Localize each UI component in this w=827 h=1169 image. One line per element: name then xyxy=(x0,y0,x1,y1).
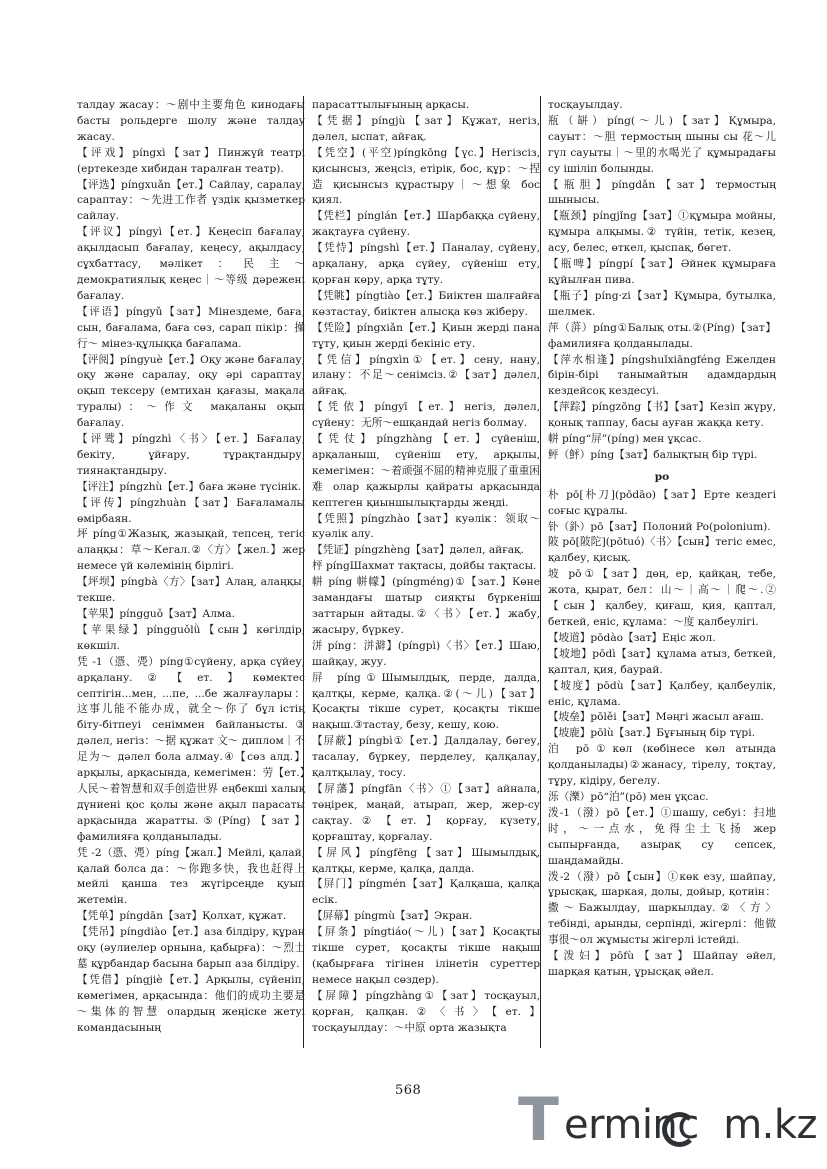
dictionary-entry: 鲆（鮃）píng【зат】балықтың бір түрі. xyxy=(548,448,758,461)
dictionary-entry: 【凭据】píngjù【зат】Құжат, негіз, дәлел, ыспат, айғақ. xyxy=(312,114,540,143)
dictionary-entry: 【凭借】píngjiè【ет.】Арқылы, сүйеніп, көмегімен, арқасында：他们的成功主要是～集体的智慧 олардың жеңіске жетуі командасының xyxy=(77,973,305,1034)
dictionary-entry: 【凭单】píngdān【зат】Қолхат, құжат. xyxy=(77,910,287,923)
dictionary-entry: 【凭照】píngzhào【зат】куәлік：领取～куәлік алу. xyxy=(312,512,540,541)
dictionary-entry: 【屏条】píngtiáo(～儿)【зат】Қосақты тікше сурет, қосақты тікше нақыш (қабырғаға тігінен ілінетін суреттер немесе нақыл сөздер). xyxy=(312,926,540,986)
dictionary-entry: 朴 pō[朴刀](pōdāo)【зат】Ерте кездегі соғыс құралы. xyxy=(548,488,776,517)
dictionary-entry: 【评戏】píngxì【зат】Пинжүй театрі (ертекезде хибидан таралған театр). xyxy=(77,146,305,175)
dictionary-entry: 【凭信】píngxìn①【ет.】сену, нану, илану：不足～сенімсіз.②【зат】дәлел, айғақ. xyxy=(312,353,540,398)
column-divider xyxy=(540,96,541,1048)
dictionary-entry: 【凭险】píngxiǎn【ет.】Қиын жерді пана тұту, қиын жерді бекініс ету. xyxy=(312,321,540,350)
dictionary-entry: 【坪坝】píngbà〈方〉【зат】Алаң, алаңқы, текше. xyxy=(77,576,305,605)
logo-wordmark: erminc m.kz xyxy=(564,1102,818,1148)
dictionary-entry: 凭 -1（憑、凴）píng①сүйену, арқа сүйеу, арқалану.②【ет.】көмектес септігін...мен, ...пе, ...бе жалғаулары：这事儿能不能办成，就全～你了 бұл істің біту-бітпеуі сеніммен байланысты.③ дәлел, негіз：～据 құжат 文～ диплом｜不足为～ дәлел бола алмау.④【сөз алд.】арқылы, арқасында, кемегімен：劳【ет.】人民～着智慧和双手创造世界 еңбекші халық дүниені қос қолы және ақыл парасаты арқасында жаратты.⑤(Píng)【зат】фамилияға қолданылады. xyxy=(77,655,305,843)
dictionary-entry: 【凭眺】píngtiào【ет.】Биіктен шалғайға көзтастау, биіктен алысқа көз жіберу. xyxy=(312,289,540,318)
column-divider xyxy=(303,96,304,1048)
dictionary-entry: 【屏门】píngmén【зат】Қалқаша, қалқа есік. xyxy=(312,878,540,907)
dictionary-entry: 【萍水相逢】píngshuǐxiāngféng Ежелден бірін-бірі танымайтын адамдардың кездейсоқ кездесуі. xyxy=(548,353,776,398)
logo-letter-t: T xyxy=(518,1085,559,1155)
dictionary-entry: 瓶（缾）píng(～儿)【зат】Құмыра, сауыт：～胆 термостың шыны сы 花～儿 гүл сауыты｜～里的水喝光了 құмырадағы су ішіліп болынды. xyxy=(548,114,776,175)
dictionary-entry: 枰 píngШахмат тақтасы, дойбы тақтасы. xyxy=(312,560,537,573)
dictionary-entry: 【凭空】(平空)píngkōng【үс.】Негізсіз, қисынсыз, жеңсіз, етірік, бос, құр：～捏造 қисынсыз құрастыру｜～想象 бос қиял. xyxy=(312,146,540,207)
dictionary-entry: 【苹果绿】píngguǒlǜ【сын】көгілдір, көкшіл. xyxy=(77,623,305,652)
dictionary-entry: 【评选】píngxuǎn【ет.】Сайлау, саралау, сарaптау：～先进工作者 үздік қызметкер сайлау. xyxy=(77,178,305,223)
dictionary-entry: 【凭仗】píngzhàng【ет.】сүйеніш, арқаланыш, сүйеніш ету, арқылы, кемегімен：～着顽强不屈的精神克服了重重困难 олар қажырлы қайраты арқасында кептеген қиыншылықтарды жеңді. xyxy=(312,433,540,509)
dictionary-entry: 【坡垒】pōlěi【зат】Мәңгі жасыл ағаш. xyxy=(548,711,764,724)
section-heading: po xyxy=(654,470,670,483)
dictionary-entry: 【凭吊】píngdiào【ет.】аза білдіру, құран оқу (әулиелер орнына, қабырға)：～烈士墓 құрбандар басына барып аза білдіру. xyxy=(77,926,305,970)
dictionary-entry: 泼-1（潑）pō【ет.】①шашу, себуі：扫地时，～一点水，免得尘土飞扬 жер сыпырғанда, азырақ су сепсек, шаңдамайды. xyxy=(548,806,776,867)
dictionary-entry: 洴 píng：洴澼】(píngpì)〈书〉【ет.】Шаю, шайқау, жуу. xyxy=(312,639,540,668)
dictionary-entry: 【屏风】píngfēng【зат】Шымылдық, қалтқы, керме, қалқа, далда. xyxy=(312,846,540,875)
dictionary-entry: 萍（蓱）píng①Балық оты.②(Píng)【зат】фамилияға қолданылады. xyxy=(548,321,776,350)
dictionary-entry: талдау жасау：～剧中主要角色 кинодағы басты рольдерге шолу және талдау жасау. xyxy=(77,99,305,143)
dictionary-entry: 【坡道】pōdào【зат】Еңіс жол. xyxy=(548,631,716,644)
dictionary-entry: 坡 pō①【зат】дөң, ер, қайқаң, тебе, жота, қырат, бел：山～｜高～｜爬～.②【сын】қалбеу, қиғаш, қия, қаптал, беткей, еніс, құлама：～度 қалбеулігі. xyxy=(548,568,776,628)
dictionary-entry: 帡 píng“屏”(píng) мен ұқсас. xyxy=(548,433,702,446)
dictionary-entry: 帡 píng 帡幪】(píngméng)①【зат.】Көне замандағы шатыр сияқты бүркеніш заттарын айтады.②〈书〉【ет.】жабу, жасыру, бүркеу. xyxy=(312,576,540,636)
dictionary-entry: парасаттылығының арқасы. xyxy=(312,99,470,111)
dictionary-entry: 钋（釙）pō【зат】Полоний Po(polonium). xyxy=(548,520,771,533)
dictionary-entry: 凭 -2（憑、凴）píng【жал.】Мейлі, қалай, қалай болса да：～你跑多快，我也赶得上 мейлі қанша тез жүгірсеңде қуып жетемін. xyxy=(77,846,305,907)
logo-ring-icon xyxy=(662,1112,697,1147)
column-right xyxy=(548,98,776,981)
dictionary-entry: 【评阅】píngyuè【ет.】Оқу және бағалау, оқу және саралау, оқу әрі сараптау, оқып тексеру (емтихан қағазы, мақала туралы)：～作文 мақаланы оқып бағалау. xyxy=(77,353,305,430)
dictionary-entry: 【凭依】píngyī【ет.】негіз, дәлел, сүйену：无所～ешқандай негіз болмау. xyxy=(312,401,540,430)
dictionary-entry: 【评注】píngzhù【ет.】баға және түсінік. xyxy=(77,480,302,493)
dictionary-entry: 【瓶子】píng·zi【зат】Құмыра, бутылка, шелмек. xyxy=(548,289,776,318)
dictionary-entry: 【屏幕】píngmù【зат】Экран. xyxy=(312,910,473,923)
dictionary-entry: 【评传】píngzhuàn【зат】Бағаламалы өмірбаян. xyxy=(77,496,305,525)
dictionary-entry: 【坡地】pōdì【зат】құлама атыз, беткей, қаптал, қия, баурай. xyxy=(548,647,776,676)
dictionary-entry: 【凭证】píngzhèng【зат】дәлел, айғақ. xyxy=(312,544,524,557)
dictionary-entry: 泺（濼）pō“泊”(pō) мен ұқсас. xyxy=(548,790,709,803)
dictionary-entry: 【评议】píngyì【ет.】Кеңесіп бағалау, ақылдасып бағалау, кеңесу, ақылдасу, сұхбаттасу, мәлікет：民主～ демократиялық кеңес｜～等级 дәрежені бағалау. xyxy=(77,226,305,302)
dictionary-entry: 陂 pō[陂陀](pōtuó)〈书〉【сын】тегіс емес, қалбеу, қисық. xyxy=(548,536,776,565)
dictionary-entry: 【评语】píngyǔ【зат】Мінездеме, баға, сын, бағалама, баға сөз, сарап пікір：操行～ мінез-құлыққа бағалама. xyxy=(77,305,305,350)
dictionary-entry: 【评骘】píngzhì〈书〉【ет.】Бағалау, бекіту, ұйғару, тұрақтандыру, тиянақтандыру. xyxy=(77,433,305,477)
termincom-logo xyxy=(518,1085,818,1160)
dictionary-entry: 【萍踪】píngzōng【书】【зат】Кезіп жүру, қонық таппау, басы ауған жаққа кету. xyxy=(548,401,776,430)
page-number: 568 xyxy=(395,1083,422,1098)
dictionary-entry: 【坡度】pōdù【зат】Қалбеу, қалбеулік, еніс, құлама. xyxy=(548,679,776,708)
dictionary-entry: 【屏藩】píngfān〈书〉①【зат】айнала, төңірек, маңай, атырап, жер, жер-су сақтау.②【ет.】қорғау, күзету, қорғаштау, қорғалау. xyxy=(312,782,540,843)
dictionary-entry: 【凭恃】píngshì【ет.】Паналау, сүйену, арқалану, арқа сүйеу, сүйеніш ету, қорған көру, арқа тұту. xyxy=(312,242,540,286)
dictionary-entry: тосқауылдау. xyxy=(548,99,623,111)
column-middle xyxy=(312,98,540,1036)
column-left xyxy=(77,98,305,1036)
dictionary-entry: 泊 pō①көл (көбінесе көл атында қолданылады)②жанасу, тірелу, тоқтау, тұру, кідіру, бегелу. xyxy=(548,743,776,788)
dictionary-entry: 【瓶啤】píngpí【зат】Әйнек құмыраға құйылған пива. xyxy=(548,258,776,286)
dictionary-entry: 坪 píng①Жазық, жазықай, тепсең, тегіс алаңқы：草～Кегал.②〈方〉【жел.】жер немесе үй кәлемінің бірлігі. xyxy=(77,528,305,573)
dictionary-entry: 屏 píng①Шымылдық, перде, далда, қалтқы, керме, қалқа.②(～儿)【зат】Қосақты тікше сурет, қосақты тікше нақыш.③тастау, безу, кешу, кою. xyxy=(312,671,540,732)
dictionary-entry: 【瓶颈】píngjǐng【зат】①құмыра мойны, құмыра алқымы.② түйін, тетік, кезең, асу, белес, өткел, қыспақ, бөгет. xyxy=(548,210,776,255)
dictionary-entry: 【泼妇】pōfù【зат】Шайпау әйел, шарқая қатын, ұрысқақ әйел. xyxy=(548,950,776,978)
dictionary-entry: 【凭栏】pínglán【ет.】Шарбаққа сүйену, жақтауға сүйену. xyxy=(312,210,540,239)
dictionary-entry: 泼-2（潑）pō【сын】①көк езу, шайпау, ұрысқақ, шаркая, долы, дойыр, қотиін：撒～Бажылдау, шаркылдау.②〈方〉тебінді, арынды, серпінді, жігерлі：他做事很～ол жұмысты жігерлі істейді. xyxy=(548,870,776,947)
dictionary-entry: 【屏障】píngzhàng①【зат】тосқауыл, қорған, қалқан.②〈书〉【ет.】тосқауылдау：～中原 орта жазықта xyxy=(312,989,540,1034)
dictionary-entry: 【坡鹿】pōlù【зат.】Бұғының бір түрі. xyxy=(548,727,755,740)
dictionary-entry: 【瓶胆】píngdǎn【зат】термостың шынысы. xyxy=(548,178,776,207)
dictionary-entry: 【屏蔽】píngbì①【ет.】Далдалау, бөгеу, тасалау, бүркеу, перделеу, қалқалау, қалтқылау, тосу. xyxy=(312,735,540,780)
dictionary-entry: 【苹果】píngguǒ【зат】Алма. xyxy=(77,608,235,620)
